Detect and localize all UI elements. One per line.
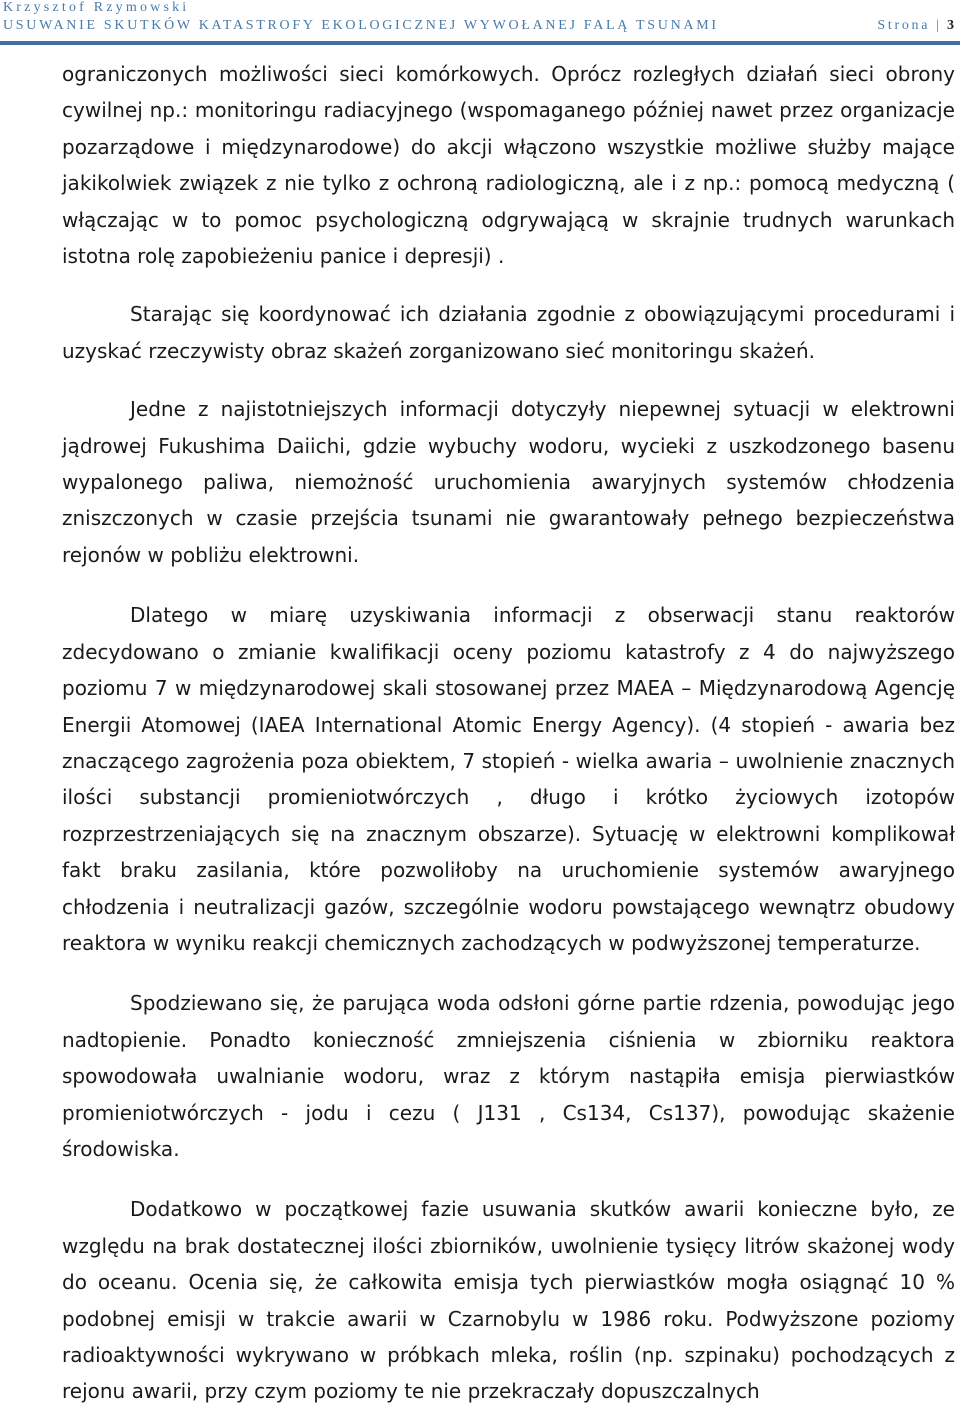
header-page-label: Strona xyxy=(877,18,931,33)
header-page-reference xyxy=(877,17,954,35)
paragraph-6: Dodatkowo w początkowej fazie usuwania skutków awarii konieczne było, ze względu na brak dostatecznej ilości zbiorników, uwolnienie tysięcy litrów skażonej wody do oceanu. Ocenia się, że całkowita emisja tych pierwiastków mogła osiągnąć 10 % podobnej emisji w trakcie awarii w Czarnobylu w 1986 roku. Podwyższone poziomy radioaktywności wykrywano w próbkach mleka, roślin (np. szpinaku) pochodzących z rejonu awarii, przy czym poziomy te nie przekraczały dopuszczalnych xyxy=(62,1197,955,1404)
paragraph-3: Jedne z najistotniejszych informacji dotyczyły niepewnej sytuacji w elektrowni jądrowej Fukushima Daiichi, gdzie wybuchy wodoru, wycieki z uszkodzonego basenu wypalonego paliwa, niemożność uruchomienia awaryjnych systemów chłodzenia zniszczonych w czasie przejścia tsunami nie gwarantowały pełnego bezpieczeństwa rejonów w pobliżu elektrowni. xyxy=(62,397,955,567)
header-divider-line xyxy=(0,41,960,45)
paragraph-5: Spodziewano się, że parująca woda odsłoni górne partie rdzenia, powodując jego nadtopienie. Ponadto konieczność zmniejszenia ciśnienia w zbiorniku reaktora spowodowała uwalnianie wodoru, wraz z którym nastąpiła emisja pierwiastków promieniotwórczych - jodu i cezu ( J131 , Cs134, Cs137), powodując skażenie środowiska. xyxy=(62,991,955,1161)
paragraph-1: ograniczonych możliwości sieci komórkowych. Oprócz rozległych działań sieci obrony cywilnej np.: monitoringu radiacyjnego (wspomaganego później nawet przez organizacje pozarządowe i międzynarodowe) do akcji włączono wszystkie możliwe służby mające jakikolwiek związek z nie tylko z ochroną radiologiczną, ale i z np.: pomocą medyczną ( włączając w to pomoc psychologiczną odgrywającą w skrajnie trudnych warunkach istotna rolę zapobieżeniu panice i depresji) . xyxy=(62,62,955,269)
paragraph-4: Dlatego w miarę uzyskiwania informacji z obserwacji stanu reaktorów zdecydowano o zmianie kwalifikacji oceny poziomu katastrofy z 4 do najwyższego poziomu 7 w międzynarodowej skali stosowanej przez MAEA – Międzynarodową Agencję Energii Atomowej (IAEA International Atomic Energy Agency). (4 stopień - awaria bez znaczącego zagrożenia poza obiektem, 7 stopień - wielka awaria – uwolnienie znacznych ilości substancji promieniotwórczych , długo i krótko życiowych izotopów rozprzestrzeniających się na znacznym obszarze). Sytuację w elektrowni komplikował fakt braku zasilania, które pozwoliłoby na uruchomienie systemów awaryjnego chłodzenia i neutralizacji gazów, szczególnie wodoru powstającego wewnątrz obudowy reaktora w wyniku reakcji chemicznych zachodzących w podwyższonej temperaturze. xyxy=(62,603,955,955)
header-running-title: USUWANIE SKUTKÓW KATASTROFY EKOLOGICZNEJ WYWOŁANEJ FALĄ TSUNAMI xyxy=(3,18,719,33)
header-page-number: 3 xyxy=(947,18,954,33)
header-page-separator: | xyxy=(936,18,939,33)
header-author: Krzysztof Rzymowski xyxy=(3,0,190,15)
paragraph-2: Starając się koordynować ich działania zgodnie z obowiązującymi procedurami i uzyskać rzeczywisty obraz skażeń zorganizowano sieć monitoringu skażeń. xyxy=(62,302,955,363)
document-body xyxy=(62,56,955,1410)
page-header xyxy=(0,0,960,50)
